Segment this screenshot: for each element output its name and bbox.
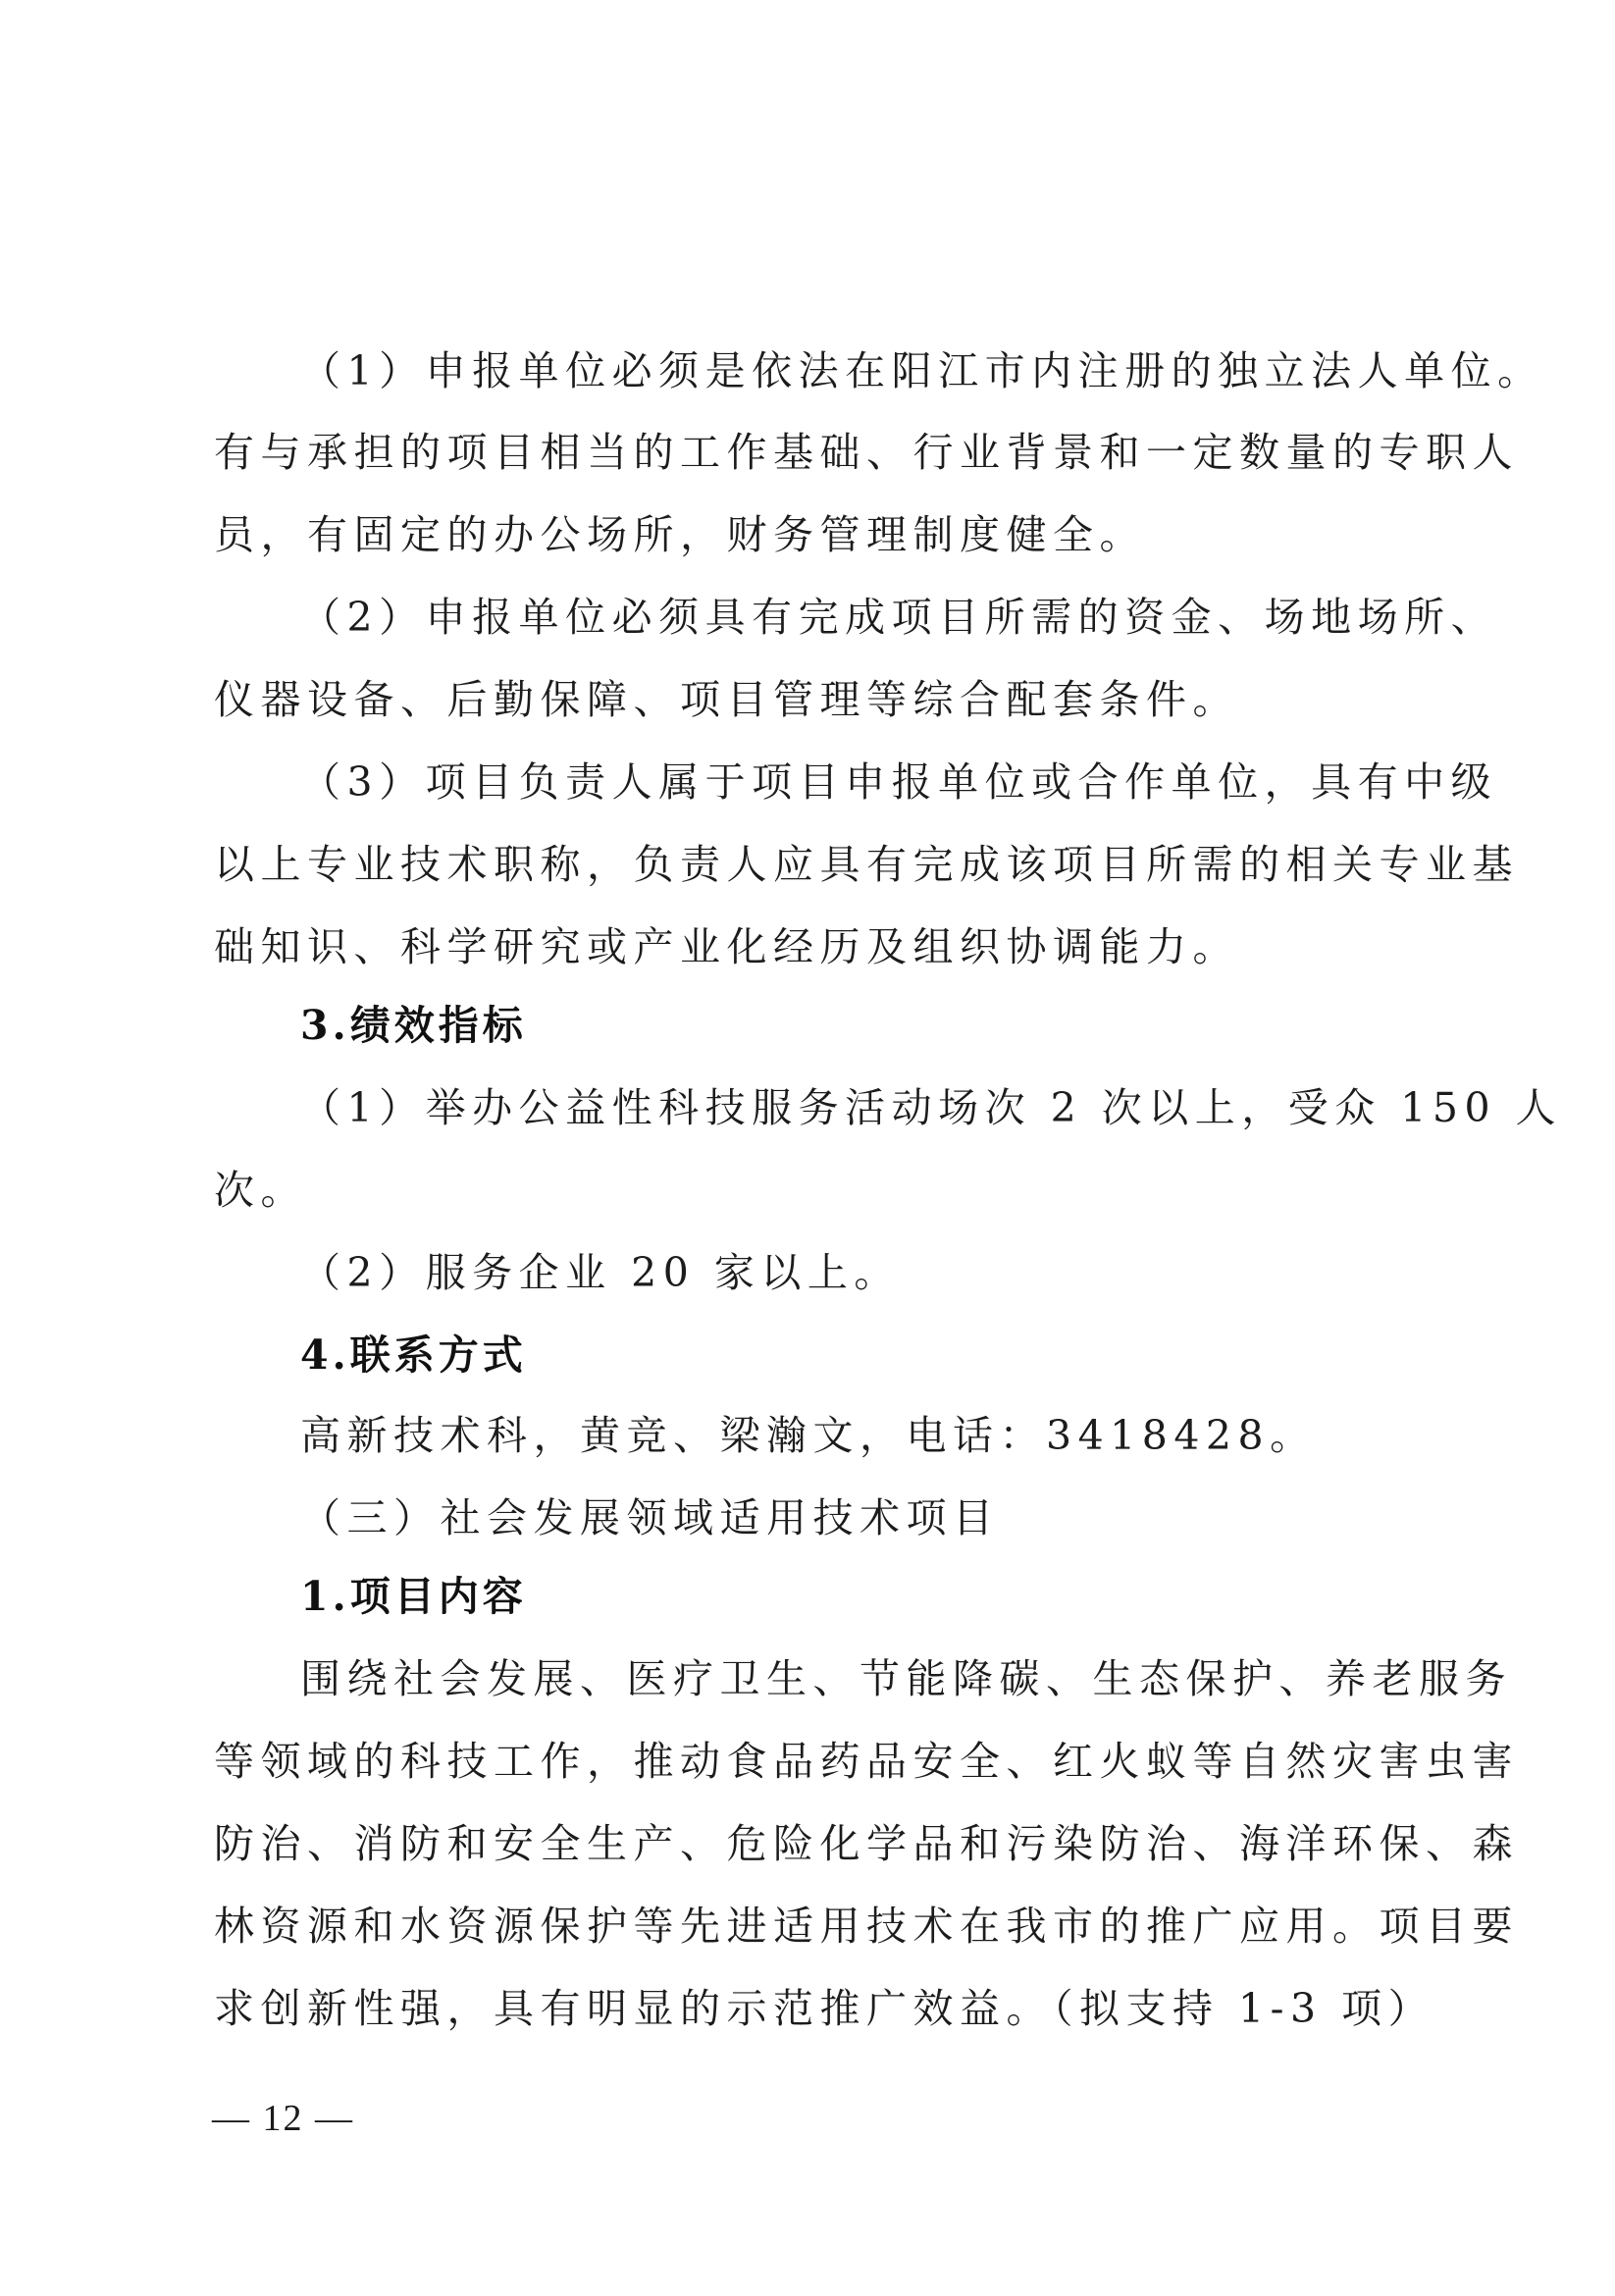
paragraph-line-requirement-3: （3）项目负责人属于项目申报单位或合作单位，具有中级 — [300, 758, 1498, 806]
contact-info-line: 高新技术科，黄竞、梁瀚文，电话：3418428。 — [300, 1412, 1317, 1459]
paragraph-line: 以上专业技术职称，负责人应具有完成该项目所需的相关专业基 — [214, 841, 1519, 888]
paragraph-line: 仪器设备、后勤保障、项目管理等综合配套条件。 — [214, 676, 1239, 723]
section-heading-project-content: 1.项目内容 — [300, 1573, 527, 1620]
paragraph-line-requirement-1: （1）申报单位必须是依法在阳江市内注册的独立法人单位。 — [300, 347, 1544, 394]
paragraph-line-project-content: 围绕社会发展、医疗卫生、节能降碳、生态保护、养老服务 — [300, 1655, 1512, 1702]
paragraph-line: 求创新性强，具有明显的示范推广效益。（拟支持 1-3 项） — [214, 1985, 1435, 2032]
paragraph-line: 员，有固定的办公场所，财务管理制度健全。 — [214, 511, 1146, 558]
section-heading-performance-indicators: 3.绩效指标 — [300, 1002, 527, 1049]
paragraph-line: 有与承担的项目相当的工作基础、行业背景和一定数量的专职人 — [214, 429, 1519, 476]
paragraph-line-indicator-2: （2）服务企业 20 家以上。 — [300, 1249, 901, 1296]
paragraph-line-requirement-2: （2）申报单位必须具有完成项目所需的资金、场地场所、 — [300, 594, 1498, 641]
page-number: — 12 — — [212, 2098, 354, 2139]
section-heading-social-development: （三）社会发展领域适用技术项目 — [300, 1494, 1000, 1541]
paragraph-line-indicator-1: （1）举办公益性科技服务活动场次 2 次以上，受众 150 人 — [300, 1084, 1563, 1131]
paragraph-line: 等领域的科技工作，推动食品药品安全、红火蚁等自然灾害虫害 — [214, 1738, 1519, 1785]
paragraph-line: 防治、消防和安全生产、危险化学品和污染防治、海洋环保、森 — [214, 1820, 1519, 1867]
paragraph-line: 础知识、科学研究或产业化经历及组织协调能力。 — [214, 923, 1239, 970]
paragraph-line: 次。 — [214, 1167, 307, 1214]
paragraph-line: 林资源和水资源保护等先进适用技术在我市的推广应用。项目要 — [214, 1903, 1519, 1950]
section-heading-contact: 4.联系方式 — [300, 1331, 527, 1379]
